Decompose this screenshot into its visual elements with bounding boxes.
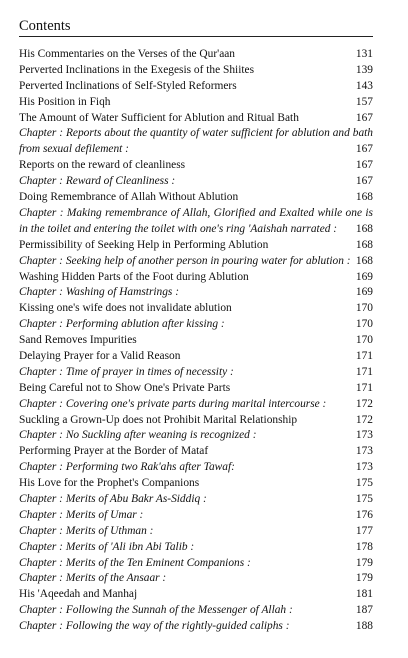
toc-entry <box>19 95 373 111</box>
toc-entry-title: Chapter : Performing ablution after kissing : <box>19 318 225 331</box>
toc-entry <box>19 571 373 587</box>
toc-entry-page: 188 <box>355 620 373 633</box>
toc-list <box>19 47 373 635</box>
toc-entry <box>19 397 373 413</box>
toc-entry-page: 168 <box>355 191 373 204</box>
toc-entry <box>19 413 373 429</box>
toc-entry-page: 172 <box>355 397 373 410</box>
toc-entry-title: Being Careful not to Show One's Private Parts <box>19 381 231 394</box>
toc-entry <box>19 190 373 206</box>
toc-entry <box>19 285 373 301</box>
toc-entry-page: 168 <box>355 238 373 251</box>
toc-entry <box>19 158 373 174</box>
toc-entry <box>19 317 373 333</box>
toc-entry-title: Permissibility of Seeking Help in Performing Ablution <box>19 238 269 251</box>
toc-entry-title: Perverted Inclinations of Self-Styled Reformers <box>19 79 237 92</box>
toc-entry-title: Chapter : Merits of the Ansaar : <box>19 572 167 585</box>
toc-entry-page: 181 <box>355 588 373 601</box>
toc-entry <box>19 238 373 254</box>
toc-entry-page: 131 <box>355 48 373 60</box>
toc-entry-title: His Love for the Prophet's Companions <box>19 477 200 490</box>
toc-entry <box>19 619 373 635</box>
toc-entry-title: Chapter : Following the Sunnah of the Messenger of Allah : <box>19 604 293 617</box>
toc-entry-page: 173 <box>355 461 373 474</box>
toc-entry-page: 170 <box>355 334 373 347</box>
page-title: Contents <box>19 17 373 37</box>
toc-entry-title: Chapter : No Suckling after weaning is recognized : <box>19 429 257 442</box>
toc-entry-page: 169 <box>355 270 373 283</box>
toc-entry-page: 172 <box>355 413 373 426</box>
toc-entry-title: Chapter : Performing two Rak'ahs after Tawaf: <box>19 461 235 474</box>
toc-entry-title: Chapter : Merits of Umar : <box>19 508 144 521</box>
toc-entry-title: Suckling a Grown-Up does not Prohibit Marital Relationship <box>19 413 298 426</box>
toc-entry <box>19 63 373 79</box>
toc-entry <box>19 174 373 190</box>
toc-entry-title: Chapter : Merits of the Ten Eminent Companions : <box>19 556 251 569</box>
toc-entry <box>19 254 373 270</box>
toc-entry-page: 173 <box>355 429 373 442</box>
toc-entry-page: 167 <box>355 159 373 172</box>
toc-entry-page: 179 <box>355 556 373 569</box>
toc-entry-title: Delaying Prayer for a Valid Reason <box>19 349 181 362</box>
toc-entry <box>19 365 373 381</box>
toc-entry-title: Chapter : Time of prayer in times of necessity : <box>19 365 234 378</box>
toc-entry-page: 139 <box>355 63 373 76</box>
toc-entry-page: 167 <box>355 111 373 124</box>
toc-entry-title: Reports on the reward of cleanliness <box>19 159 186 172</box>
toc-entry <box>19 492 373 508</box>
toc-entry-title: Washing Hidden Parts of the Foot during Ablution <box>19 270 249 283</box>
toc-entry-page: 171 <box>355 381 373 394</box>
toc-entry-title: Chapter : Merits of 'Ali ibn Abi Talib : <box>19 540 195 553</box>
toc-entry-title: Chapter : Seeking help of another person in pouring water for ablution : <box>19 254 351 267</box>
toc-entry-title: His Position in Fiqh <box>19 95 111 108</box>
toc-entry-title: Chapter : Washing of Hamstrings : <box>19 286 180 299</box>
toc-entry-title: Chapter : Reward of Cleanliness : <box>19 175 176 188</box>
toc-entry-page: 179 <box>355 572 373 585</box>
toc-entry-title: His Commentaries on the Verses of the Qur'aan <box>19 48 235 60</box>
toc-entry-page: 167 <box>355 175 373 188</box>
toc-entry-page: 168 <box>355 222 373 235</box>
toc-entry-title: Chapter : Covering one's private parts during marital intercourse : <box>19 397 327 410</box>
toc-entry <box>19 126 373 158</box>
toc-entry <box>19 508 373 524</box>
toc-entry <box>19 301 373 317</box>
toc-entry <box>19 476 373 492</box>
toc-entry-title: Chapter : Reports about the quantity of water sufficient for ablution and bath from sexual defilement : <box>19 127 373 156</box>
toc-entry <box>19 444 373 460</box>
toc-entry-page: 170 <box>355 318 373 331</box>
toc-entry <box>19 540 373 556</box>
toc-entry-title: Kissing one's wife does not invalidate ablution <box>19 302 232 315</box>
toc-entry-page: 169 <box>355 286 373 299</box>
toc-entry-title: Chapter : Following the way of the rightly-guided caliphs : <box>19 620 290 633</box>
toc-entry-page: 177 <box>355 524 373 537</box>
toc-entry-page: 173 <box>355 445 373 458</box>
toc-entry-page: 157 <box>355 95 373 108</box>
toc-entry-page: 176 <box>355 508 373 521</box>
toc-entry <box>19 270 373 286</box>
toc-entry <box>19 333 373 349</box>
toc-entry-page: 170 <box>355 302 373 315</box>
toc-entry-page: 167 <box>355 143 373 156</box>
toc-entry <box>19 587 373 603</box>
toc-page <box>19 17 373 635</box>
toc-entry-title: Perverted Inclinations in the Exegesis of the Shiites <box>19 63 255 76</box>
toc-entry-page: 175 <box>355 477 373 490</box>
toc-entry <box>19 556 373 572</box>
toc-entry-title: The Amount of Water Sufficient for Ablution and Ritual Bath <box>19 111 299 124</box>
toc-entry <box>19 381 373 397</box>
toc-entry-title: Doing Remembrance of Allah Without Ablution <box>19 191 239 204</box>
toc-entry-page: 171 <box>355 365 373 378</box>
toc-entry <box>19 603 373 619</box>
toc-entry <box>19 460 373 476</box>
toc-entry <box>19 79 373 95</box>
toc-entry-title: Sand Removes Impurities <box>19 334 137 347</box>
toc-entry <box>19 349 373 365</box>
toc-entry-page: 171 <box>355 349 373 362</box>
toc-entry-title: Performing Prayer at the Border of Mataf <box>19 445 209 458</box>
toc-entry <box>19 206 373 238</box>
toc-entry <box>19 47 373 63</box>
toc-entry <box>19 111 373 127</box>
toc-entry-page: 178 <box>355 540 373 553</box>
toc-entry-title: Chapter : Making remembrance of Allah, Glorified and Exalted while one is in the toilet and entering the toilet with one's ring 'Aaishah narrated : <box>19 206 373 235</box>
toc-entry-page: 187 <box>355 604 373 617</box>
toc-entry-title: His 'Aqeedah and Manhaj <box>19 588 138 601</box>
toc-entry-page: 168 <box>355 254 373 267</box>
toc-entry-title: Chapter : Merits of Abu Bakr As-Siddiq : <box>19 493 207 505</box>
toc-entry-page: 143 <box>355 79 373 92</box>
toc-entry-title: Chapter : Merits of Uthman : <box>19 524 154 537</box>
toc-entry <box>19 428 373 444</box>
toc-entry <box>19 524 373 540</box>
toc-entry-page: 175 <box>355 493 373 505</box>
